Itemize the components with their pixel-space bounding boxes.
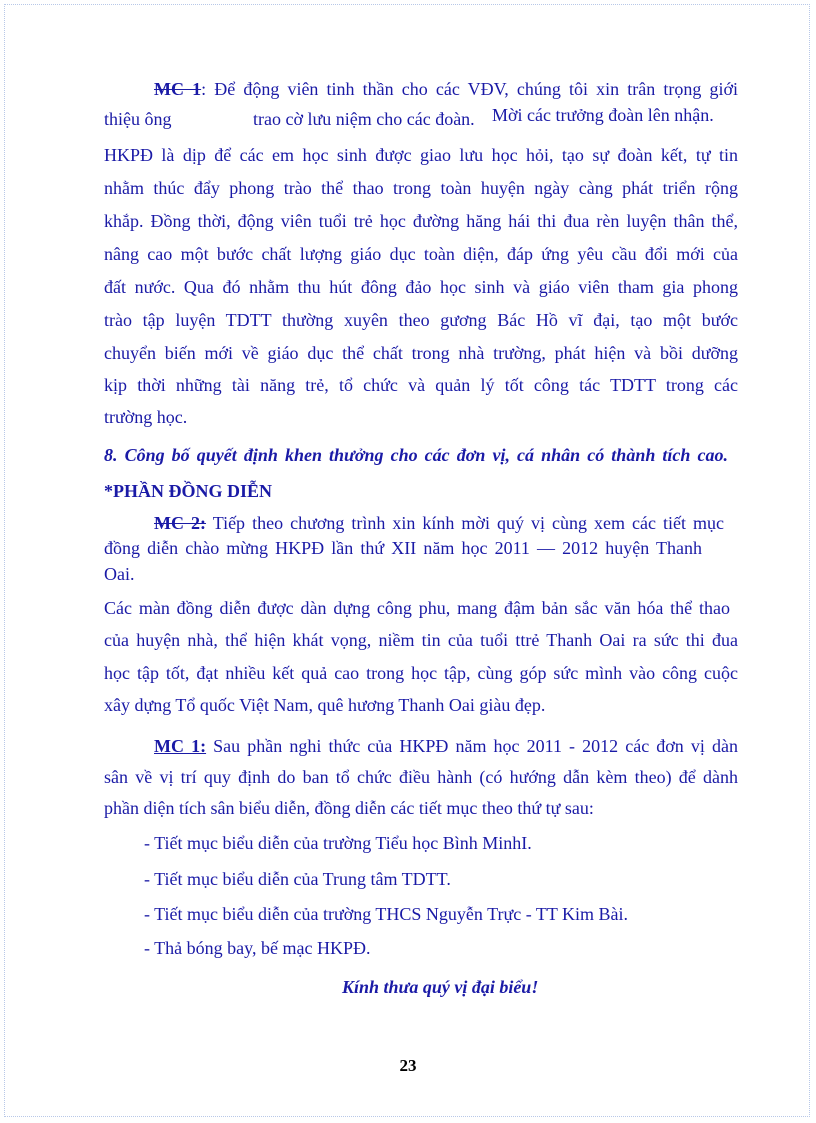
para3-line1 [154,512,724,534]
para1-line2c: Mời các trưởng đoàn lên nhận. [492,105,714,125]
para3-line1-text: Tiếp theo chương trình xin kính mời quý vị cùng xem các tiết mục [206,513,725,533]
para2-line: trường học. [104,407,188,427]
para1-line2a: thiệu ông [104,109,172,129]
para3-line2: đồng diễn chào mừng HKPĐ lần thứ XII năm học 2011 — 2012 huyện Thanh [104,538,702,558]
para2-line: trào tập luyện TDTT thường xuyên theo gương Bác Hồ vĩ đại, tạo một bước [104,310,738,330]
para3-line3: Oai. [104,564,135,584]
para2-line: chuyển biến mới về giáo dục thể chất trong nhà trường, phát hiện và bồi dưỡng [104,343,738,363]
para5-line1 [154,735,738,757]
para1-line1 [154,78,738,100]
list-item: - Tiết mục biểu diễn của Trung tâm TDTT. [144,869,451,889]
para4-line: học tập tốt, đạt nhiều kết quả cao trong học tập, cùng góp sức mình vào công cuộc [104,663,738,683]
page-border [4,4,810,1117]
para2-line: nhằm thúc đẩy phong trào thể thao trong toàn huyện ngày càng phát triển rộng [104,178,738,198]
page-number: 23 [399,1056,417,1075]
para5-line3: phần diện tích sân biểu diễn, đồng diễn các tiết mục theo thứ tự sau: [104,798,594,818]
mc2-label: MC 2: [154,513,207,533]
para2-line: kịp thời những tài năng trẻ, tổ chức và quản lý tốt công tác TDTT trong các [104,375,738,395]
list-item: - Tiết mục biểu diễn của trường THCS Nguyễn Trực - TT Kim Bài. [144,904,629,924]
list-item: - Tiết mục biểu diễn của trường Tiểu học Bình MinhI. [144,833,532,853]
para4-line: của huyện nhà, thể hiện khát vọng, niềm tin của tuổi ttrẻ Thanh Oai ra sức thi đua [104,630,738,650]
para2-line: đất nước. Qua đó nhằm thu hút đông đảo học sinh và giáo viên tham gia phong [104,277,738,297]
para2-line: HKPĐ là dịp để các em học sinh được giao lưu học hỏi, tạo sự đoàn kết, tự tin [104,145,738,165]
para2-line: nâng cao một bước chất lượng giáo dục toàn diện, đáp ứng yêu cầu đổi mới của [104,244,738,264]
para4-line: xây dựng Tổ quốc Việt Nam, quê hương Thanh Oai giàu đẹp. [104,695,546,715]
mc1-label: MC 1 [154,79,202,99]
para4-line: Các màn đồng diễn được dàn dựng công phu, mang đậm bản sắc văn hóa thể thao [104,598,730,618]
section-8-heading: 8. Công bố quyết định khen thưởng cho các đơn vị, cá nhân có thành tích cao. [104,445,728,465]
list-item: - Thả bóng bay, bế mạc HKPĐ. [144,938,371,958]
para1-line1-text: : Để động viên tinh thần cho các VĐV, chúng tôi xin trân trọng giới [201,79,738,99]
mc1b-label: MC 1: [154,736,207,756]
dong-dien-heading: *PHẦN ĐỒNG DIỄN [104,481,273,501]
para1-line2b: trao cờ lưu niệm cho các đoàn. [253,109,475,129]
closing-greeting: Kính thưa quý vị đại biểu! [342,977,539,997]
para2-line: khắp. Đồng thời, động viên tuổi trẻ học đường hăng hái thi đua rèn luyện thân thể, [104,211,738,231]
para5-line1-text: Sau phần nghi thức của HKPĐ năm học 2011 - 2012 các đơn vị dàn [206,736,738,756]
para5-line2: sân về vị trí quy định do ban tổ chức điều hành (có hướng dẫn kèm theo) để dành [104,767,738,787]
